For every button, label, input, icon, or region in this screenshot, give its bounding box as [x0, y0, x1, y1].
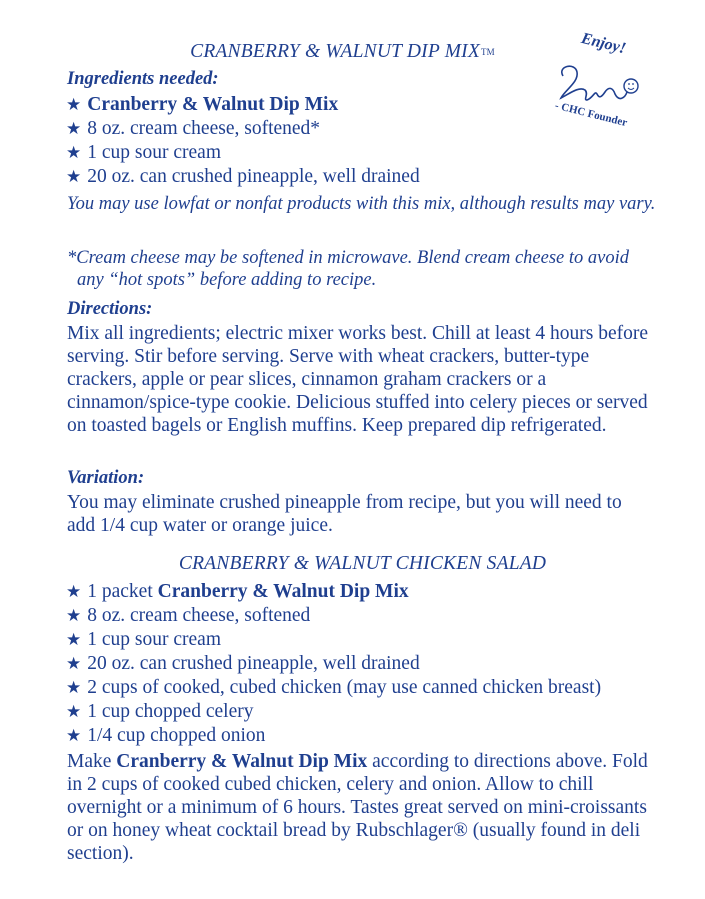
ingredient-text: 8 oz. cream cheese, softened* — [87, 118, 321, 139]
directions-heading: Directions: — [67, 299, 153, 319]
ingredient-item — [66, 141, 420, 165]
cream-cheese-note-line2: any “hot spots” before adding to recipe. — [77, 270, 377, 290]
recipe2-title: CRANBERRY & WALNUT CHICKEN SALAD — [178, 553, 547, 574]
star-bullet-icon: ★ — [66, 654, 82, 674]
cream-cheese-note-line1: *Cream cheese may be softened in microwave. Blend cream cheese to avoid — [67, 248, 630, 268]
ingredient-item — [66, 117, 420, 141]
ingredient-item — [66, 628, 601, 652]
ingredient-text: 1 cup sour cream — [87, 142, 221, 163]
ingredient-text: 20 oz. can crushed pineapple, well drained — [87, 653, 420, 674]
ingredient-item — [66, 604, 601, 628]
ingredient-text: 20 oz. can crushed pineapple, well drained — [87, 166, 420, 187]
stamp-founder-text: - CHC Founder — [553, 99, 629, 130]
variation-text: You may eliminate crushed pineapple from recipe, but you will need to add 1/4 cup water or orange juice. — [67, 492, 622, 536]
instructions-rest: according to directions above. Fold in 2 cups of cooked cubed chicken, celery and onion. Allow to chill overnight or a minimum of 6 hours. Tastes great served on mini-croissants or on honey wheat cocktail bread by Rubschlager® (usually found in deli section). — [67, 751, 648, 864]
recipe1-title-text: CRANBERRY & WALNUT DIP MIX — [190, 41, 480, 62]
ingredient-text: 1/4 cup chopped onion — [87, 725, 266, 746]
star-bullet-icon: ★ — [66, 606, 82, 626]
ingredient-text: 2 cups of cooked, cubed chicken (may use canned chicken breast) — [87, 677, 602, 698]
ingredient-item — [66, 652, 601, 676]
ingredient-text: 1 packet — [87, 581, 158, 602]
star-bullet-icon: ★ — [66, 95, 82, 115]
ingredient-item — [66, 165, 420, 189]
ingredient-product-name: Cranberry & Walnut Dip Mix — [87, 94, 339, 115]
lowfat-note: You may use lowfat or nonfat products with this mix, although results may vary. — [67, 194, 656, 214]
ingredient-item — [66, 700, 601, 724]
recipe1-ingredient-list — [66, 93, 420, 189]
ingredient-item — [66, 724, 601, 748]
chicken-salad-instructions — [67, 750, 667, 865]
variation-heading: Variation: — [67, 468, 145, 488]
ingredient-item — [66, 93, 420, 117]
star-bullet-icon: ★ — [66, 726, 82, 746]
star-bullet-icon: ★ — [66, 582, 82, 602]
star-bullet-icon: ★ — [66, 630, 82, 650]
instructions-mix-name: Cranberry & Walnut Dip Mix — [116, 751, 368, 772]
ingredient-product-name: Cranberry & Walnut Dip Mix — [157, 581, 409, 602]
star-bullet-icon: ★ — [66, 119, 82, 139]
star-bullet-icon: ★ — [66, 143, 82, 163]
stamp-enjoy-text: Enjoy! — [579, 29, 628, 58]
ingredient-text: 1 cup sour cream — [87, 629, 221, 650]
recipe2-ingredient-list — [66, 580, 601, 748]
ingredient-text: 1 cup chopped celery — [87, 701, 254, 722]
signature-mark — [561, 66, 638, 100]
star-bullet-icon: ★ — [66, 702, 82, 722]
ingredients-heading: Ingredients needed: — [67, 69, 219, 89]
ingredient-text: 8 oz. cream cheese, softened — [87, 605, 311, 626]
ingredient-item — [66, 676, 601, 700]
star-bullet-icon: ★ — [66, 167, 82, 187]
ingredient-item — [66, 580, 601, 604]
instructions-prefix: Make — [67, 751, 117, 772]
star-bullet-icon: ★ — [66, 678, 82, 698]
trademark-mark: TM — [480, 47, 495, 57]
directions-text: Mix all ingredients; electric mixer works best. Chill at least 4 hours before serving. Stir before serving. Serve with wheat crackers, butter-type crackers, apple or pear slices, cinnamon graham crackers or a cinnamon/spice-type cookie. Delicious stuffed into celery pieces or served on toasted bagels or English muffins. Keep prepared dip refrigerated. — [67, 323, 649, 436]
recipe1-title — [0, 41, 695, 63]
